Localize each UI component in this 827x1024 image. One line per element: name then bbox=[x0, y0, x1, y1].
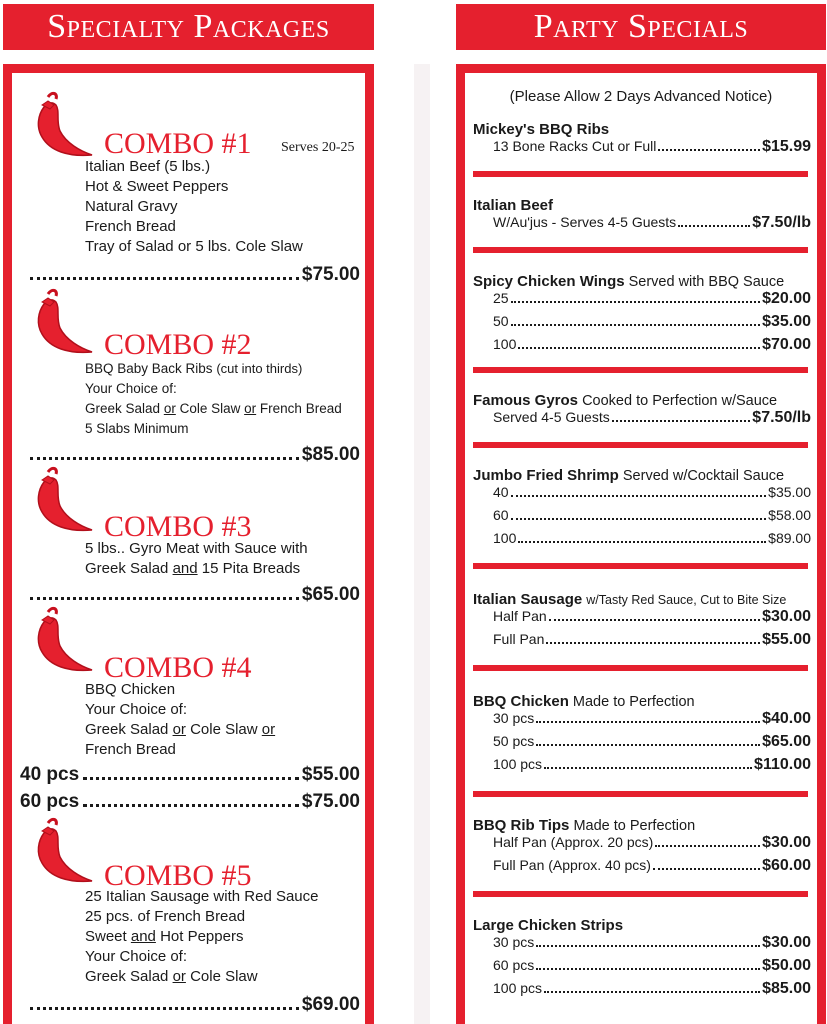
item-text: Greek Salad bbox=[85, 968, 169, 985]
combo-item bbox=[85, 967, 319, 987]
special-item bbox=[473, 817, 811, 880]
combo-items bbox=[85, 680, 275, 760]
item-text: Hot Peppers bbox=[160, 928, 244, 945]
row-price: $40.00 bbox=[762, 710, 811, 727]
row-label: 50 bbox=[493, 313, 509, 329]
center-fold bbox=[414, 64, 430, 1024]
special-desc: w/Tasty Red Sauce, Cut to Bite Size bbox=[586, 593, 787, 607]
special-name: BBQ Rib Tips bbox=[473, 817, 570, 834]
chili-pepper-icon bbox=[34, 288, 96, 358]
special-item bbox=[473, 917, 811, 1003]
combo-title: COMBO #4 bbox=[104, 651, 252, 684]
section-divider bbox=[473, 665, 808, 671]
row-price: $85.00 bbox=[762, 980, 811, 997]
combo-3 bbox=[24, 458, 369, 605]
combo-price-line bbox=[30, 994, 360, 1016]
combo-item bbox=[85, 927, 319, 947]
combo-price: $75.00 bbox=[301, 264, 360, 285]
row-label: 100 bbox=[493, 336, 517, 352]
combo-item: Hot & Sweet Peppers bbox=[85, 178, 229, 195]
tier-label: 60 pcs bbox=[20, 791, 80, 812]
price-row bbox=[493, 834, 811, 857]
row-label: 25 bbox=[493, 290, 509, 306]
price-row bbox=[493, 733, 811, 756]
item-text: Cole Slaw bbox=[179, 401, 241, 416]
price-row bbox=[493, 313, 811, 336]
row-label: W/Au'jus - Serves 4-5 Guests bbox=[493, 214, 677, 230]
item-text: French Bread bbox=[259, 401, 342, 416]
special-title bbox=[473, 693, 811, 710]
leader-dots bbox=[536, 721, 760, 723]
or-word: or bbox=[172, 721, 186, 738]
or-word: or bbox=[261, 721, 276, 738]
price-row bbox=[493, 336, 811, 359]
item-text: BBQ Baby Back Ribs bbox=[85, 361, 213, 376]
combo-item: 25 Italian Sausage with Red Sauce bbox=[85, 888, 319, 905]
combo-items bbox=[85, 539, 308, 579]
combo-item: Your Choice of: bbox=[85, 701, 188, 718]
combo-price: $65.00 bbox=[301, 584, 360, 605]
row-label: Half Pan (Approx. 20 pcs) bbox=[493, 834, 654, 850]
row-label: 30 pcs bbox=[493, 710, 535, 726]
item-text: Cole Slaw bbox=[190, 968, 258, 985]
special-desc: Served with BBQ Sauce bbox=[628, 274, 785, 290]
row-price: $65.00 bbox=[762, 733, 811, 750]
special-name: Mickey's BBQ Ribs bbox=[473, 121, 610, 138]
row-label: 30 pcs bbox=[493, 934, 535, 950]
price-row bbox=[493, 608, 811, 631]
row-price: $110.00 bbox=[754, 756, 811, 773]
price-row bbox=[493, 631, 811, 654]
item-text: Greek Salad bbox=[85, 560, 169, 577]
row-label: 100 pcs bbox=[493, 980, 543, 996]
special-item bbox=[473, 121, 811, 161]
leader-dots bbox=[511, 518, 767, 520]
section-divider bbox=[473, 247, 808, 253]
item-text: 15 Pita Breads bbox=[201, 560, 301, 577]
combo-item: French Bread bbox=[85, 741, 176, 758]
row-price: $70.00 bbox=[762, 336, 811, 353]
combo-item: Your Choice of: bbox=[85, 948, 188, 965]
price-row bbox=[493, 138, 811, 161]
special-item bbox=[473, 392, 811, 432]
section-divider bbox=[473, 442, 808, 448]
special-title bbox=[473, 197, 811, 214]
combo-title: COMBO #5 bbox=[104, 859, 252, 892]
leader-dots bbox=[544, 767, 752, 769]
combo-item: Tray of Salad or 5 lbs. Cole Slaw bbox=[85, 238, 303, 255]
tier-price: $55.00 bbox=[301, 764, 360, 785]
section-divider bbox=[473, 891, 808, 897]
special-name: Italian Sausage bbox=[473, 591, 583, 608]
specialty-packages-header: Specialty Packages bbox=[3, 4, 374, 50]
specialty-packages-panel bbox=[3, 64, 374, 1024]
leader-dots bbox=[546, 642, 760, 644]
or-word: or bbox=[163, 401, 176, 416]
item-note: (cut into thirds) bbox=[216, 361, 303, 376]
combo-item: 5 lbs.. Gyro Meat with Sauce with bbox=[85, 540, 308, 557]
party-specials-panel bbox=[456, 64, 826, 1024]
combo-item bbox=[85, 559, 308, 579]
leader-dots bbox=[30, 1007, 299, 1010]
leader-dots bbox=[678, 225, 750, 227]
chili-pepper-icon bbox=[34, 606, 96, 676]
special-name: BBQ Chicken bbox=[473, 693, 569, 710]
or-word: or bbox=[244, 401, 257, 416]
or-word: or bbox=[172, 968, 186, 985]
special-title bbox=[473, 591, 811, 608]
row-label: Half Pan bbox=[493, 608, 547, 624]
combo-title: COMBO #1 bbox=[104, 127, 252, 160]
row-price: $89.00 bbox=[768, 530, 811, 546]
item-text: Sweet bbox=[85, 928, 127, 945]
tier-price: $75.00 bbox=[301, 791, 360, 812]
combo-items bbox=[85, 359, 342, 439]
special-desc: Cooked to Perfection w/Sauce bbox=[582, 393, 778, 409]
leader-dots bbox=[518, 347, 760, 349]
row-label: 40 bbox=[493, 484, 509, 500]
combo-items bbox=[85, 887, 319, 987]
row-price: $50.00 bbox=[762, 957, 811, 974]
row-price: $7.50/lb bbox=[752, 409, 811, 426]
section-divider bbox=[473, 171, 808, 177]
combo-item: 5 Slabs Minimum bbox=[85, 421, 189, 436]
special-item bbox=[473, 591, 811, 654]
leader-dots bbox=[536, 968, 760, 970]
leader-dots bbox=[536, 744, 760, 746]
chili-pepper-icon bbox=[34, 466, 96, 536]
row-price: $35.00 bbox=[762, 313, 811, 330]
section-divider bbox=[473, 791, 808, 797]
row-price: $35.00 bbox=[768, 484, 811, 500]
leader-dots bbox=[511, 301, 760, 303]
special-title bbox=[473, 817, 811, 834]
combo-1 bbox=[24, 81, 369, 285]
row-label: Full Pan (Approx. 40 pcs) bbox=[493, 857, 651, 873]
row-price: $55.00 bbox=[762, 631, 811, 648]
combo-item: 25 pcs. of French Bread bbox=[85, 908, 246, 925]
item-text: Cole Slaw bbox=[190, 721, 258, 738]
combo-4 bbox=[20, 600, 369, 812]
special-title bbox=[473, 392, 811, 409]
price-row bbox=[493, 484, 811, 507]
chili-pepper-icon bbox=[34, 91, 96, 161]
price-row bbox=[493, 530, 811, 553]
section-divider bbox=[473, 563, 808, 569]
leader-dots bbox=[518, 541, 766, 543]
combo-5 bbox=[24, 809, 369, 1024]
combo-item: Your Choice of: bbox=[85, 381, 177, 396]
special-name: Spicy Chicken Wings bbox=[473, 273, 625, 290]
row-label: 60 pcs bbox=[493, 957, 535, 973]
combo-item bbox=[85, 359, 342, 379]
combo-2 bbox=[24, 278, 369, 465]
row-price: $15.99 bbox=[762, 138, 811, 155]
row-label: 13 Bone Racks Cut or Full bbox=[493, 138, 657, 154]
price-row bbox=[493, 507, 811, 530]
leader-dots bbox=[612, 420, 751, 422]
leader-dots bbox=[511, 324, 760, 326]
price-row bbox=[493, 857, 811, 880]
leader-dots bbox=[83, 804, 299, 807]
row-price: $30.00 bbox=[762, 934, 811, 951]
special-name: Italian Beef bbox=[473, 197, 554, 214]
special-title bbox=[473, 121, 811, 138]
combo-title: COMBO #3 bbox=[104, 510, 252, 543]
row-price: $7.50/lb bbox=[752, 214, 811, 231]
special-item bbox=[473, 467, 811, 553]
row-label: 50 pcs bbox=[493, 733, 535, 749]
price-row bbox=[493, 934, 811, 957]
combo-price: $85.00 bbox=[301, 444, 360, 465]
leader-dots bbox=[544, 991, 760, 993]
row-price: $30.00 bbox=[762, 608, 811, 625]
item-text: Greek Salad bbox=[85, 401, 161, 416]
row-price: $60.00 bbox=[762, 857, 811, 874]
leader-dots bbox=[536, 945, 760, 947]
price-row bbox=[493, 756, 811, 779]
special-title bbox=[473, 273, 811, 290]
leader-dots bbox=[653, 868, 760, 870]
leader-dots bbox=[658, 149, 760, 151]
row-label: 60 bbox=[493, 507, 509, 523]
special-desc: Served w/Cocktail Sauce bbox=[622, 468, 785, 484]
special-title bbox=[473, 467, 811, 484]
row-price: $20.00 bbox=[762, 290, 811, 307]
combo-serves: Serves 20-25 bbox=[281, 140, 355, 155]
combo-price: $69.00 bbox=[301, 994, 360, 1015]
party-specials-header: Party Specials bbox=[456, 4, 826, 50]
tier-label: 40 pcs bbox=[20, 764, 80, 785]
row-price: $58.00 bbox=[768, 507, 811, 523]
price-row bbox=[493, 214, 811, 237]
row-label: 100 bbox=[493, 530, 517, 546]
combo-item bbox=[85, 720, 275, 740]
leader-dots bbox=[83, 777, 299, 780]
combo-item: Natural Gravy bbox=[85, 198, 178, 215]
advance-notice: (Please Allow 2 Days Advanced Notice) bbox=[509, 88, 773, 105]
row-price: $30.00 bbox=[762, 834, 811, 851]
leader-dots bbox=[511, 495, 767, 497]
combo-item: Italian Beef (5 lbs.) bbox=[85, 158, 211, 175]
special-item bbox=[473, 197, 811, 237]
chili-pepper-icon bbox=[34, 817, 96, 887]
price-row bbox=[493, 290, 811, 313]
combo-tier-line bbox=[20, 764, 360, 786]
price-row bbox=[493, 409, 811, 432]
row-label: Full Pan bbox=[493, 631, 545, 647]
leader-dots bbox=[549, 619, 760, 621]
special-desc: Made to Perfection bbox=[572, 694, 695, 710]
special-item bbox=[473, 273, 811, 359]
price-row bbox=[493, 710, 811, 733]
special-name: Famous Gyros bbox=[473, 392, 579, 409]
special-title bbox=[473, 917, 811, 934]
combo-items bbox=[85, 157, 303, 257]
row-label: Served 4-5 Guests bbox=[493, 409, 610, 425]
item-text: Greek Salad bbox=[85, 721, 169, 738]
special-item bbox=[473, 693, 811, 779]
row-label: 100 pcs bbox=[493, 756, 543, 772]
price-row bbox=[493, 957, 811, 980]
combo-item: BBQ Chicken bbox=[85, 681, 176, 698]
price-row bbox=[493, 980, 811, 1003]
special-name: Large Chicken Strips bbox=[473, 917, 624, 934]
combo-title: COMBO #2 bbox=[104, 328, 252, 361]
special-name: Jumbo Fried Shrimp bbox=[473, 467, 619, 484]
combo-item bbox=[85, 399, 342, 419]
special-desc: Made to Perfection bbox=[573, 818, 696, 834]
leader-dots bbox=[655, 845, 760, 847]
section-divider bbox=[473, 367, 808, 373]
and-word: and bbox=[172, 560, 198, 577]
combo-item: French Bread bbox=[85, 218, 176, 235]
and-word: and bbox=[130, 928, 156, 945]
